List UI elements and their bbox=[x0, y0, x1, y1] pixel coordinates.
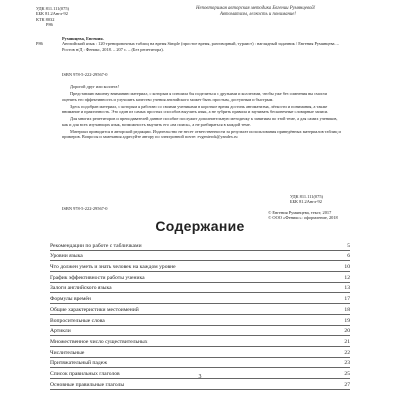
slogan bbox=[196, 6, 315, 18]
toc-entry-label: График эффективности работы ученика bbox=[50, 274, 145, 281]
toc-entry-page: 13 bbox=[344, 285, 350, 292]
biblio-author: Румянцева, Евгения. bbox=[62, 36, 104, 41]
toc-entry[interactable] bbox=[50, 358, 350, 369]
isbn-bottom: ISBN 978-5-222-29567-0 bbox=[62, 206, 108, 211]
preface-greeting: Дорогой друг или коллега! bbox=[70, 84, 119, 89]
toc-entry-page: 6 bbox=[347, 253, 350, 260]
toc-entry-label: Залоги английского языка bbox=[50, 285, 112, 292]
toc-entry-page: 23 bbox=[344, 360, 350, 367]
toc-entry-label: Множественное число существительных bbox=[50, 338, 148, 345]
toc-entry-page: 22 bbox=[344, 349, 350, 356]
toc-entry-label: Что должен уметь и знать человек на каждом уровне bbox=[50, 264, 176, 271]
toc-entry[interactable] bbox=[50, 326, 350, 337]
copyright-line-2: © ООО «Феникс»: оформление, 2018 bbox=[268, 215, 338, 221]
toc-entry[interactable] bbox=[50, 272, 350, 283]
toc-entry-page: 19 bbox=[344, 317, 350, 324]
preface-paragraph-2: Здесь подобран материал, с которым я работаю со своими учениками в короткое время достичь автоматизма, лёгкости и понимания, а также внимание и практичность. Это один из самых простых способов выучить язык, а не зубрить правила и заучивать бесконечные словарные записи. bbox=[62, 103, 329, 115]
toc-entry-label: Формулы времён bbox=[50, 296, 91, 303]
toc-entry-page: 25 bbox=[344, 370, 350, 377]
classification-codes-right bbox=[290, 194, 323, 205]
bibliographic-record bbox=[36, 36, 346, 52]
preface bbox=[62, 84, 342, 142]
toc-entry-page: 18 bbox=[344, 306, 350, 313]
toc-entry[interactable] bbox=[50, 283, 350, 294]
toc-entry-label: Общие характеристики местоимений bbox=[50, 306, 139, 313]
slogan-line-1: Неповторимая авторская методика Евгении Румянцевой! bbox=[196, 6, 316, 11]
toc-entry[interactable] bbox=[50, 251, 350, 262]
toc-entry-page: 21 bbox=[344, 338, 350, 345]
toc-entry-label: Рекомендации по работе с табличками bbox=[50, 242, 142, 249]
slogan-line-2: Автоматизм, легкость и понимание! bbox=[220, 12, 297, 17]
isbn-top: ISBN 978-5-222-29567-0 bbox=[62, 72, 108, 77]
author-mark: Р86 bbox=[46, 22, 53, 28]
toc-title: Содержание bbox=[155, 218, 245, 234]
toc-entry[interactable] bbox=[50, 347, 350, 358]
toc-entry-page: 27 bbox=[344, 381, 350, 388]
toc-entry-label: Основные правильные глаголы bbox=[50, 381, 125, 388]
biblio-text: Английский язык : 120 тренировочных таблиц на время Simple (простое время, разговорный, тураист) : наглядный задачник / Евгения Румянцева. – Ростов н/Д : Феникс, 2018. – 207 с. – (Без репетитора). bbox=[62, 41, 339, 52]
classification-codes bbox=[36, 6, 69, 28]
toc-entry[interactable] bbox=[50, 240, 350, 251]
toc-entry-page: 17 bbox=[344, 296, 350, 303]
toc-entry-page: 12 bbox=[344, 274, 350, 281]
biblio-code: Р86 bbox=[36, 41, 43, 47]
preface-paragraph-4: Материал приводится в авторской редакции. Издательство не несет ответственности за результат использования приведённых материалов таблиц и примеров. Вопросы и замечания адресуйте автору по электронной почте: evgenierok@yandex.ru bbox=[62, 129, 341, 140]
udk-code: УДК 811.111(075) bbox=[36, 6, 69, 11]
bbk-code-right: ББК 81.2Англ-92 bbox=[290, 199, 322, 205]
toc-entry-page: 20 bbox=[344, 328, 350, 335]
ktk-code: КТК 8032 bbox=[36, 16, 55, 22]
toc-entry[interactable] bbox=[50, 304, 350, 315]
bbk-code: ББК 81.2Англ-92 bbox=[36, 11, 68, 17]
toc-entry-label: Вопросительные слова bbox=[50, 317, 105, 324]
preface-paragraph-1: Представляю вашему вниманию материал, с которым я спешила бы поделиться с друзьями и коллегами, чтобы уже без сомнения вы смогли оценить его эффективность и улучшить качество учения английского может быть простым, доступным и быстрым. bbox=[62, 91, 327, 102]
toc-entry[interactable] bbox=[50, 261, 350, 272]
toc-entry-page: 5 bbox=[347, 242, 350, 249]
toc-entry-label: Числительные bbox=[50, 349, 85, 356]
preface-paragraph-3: Для многих репетиторов и преподавателей данное пособие послужит дополнительную методичку к занятиям по этой теме, а для самих учеников, как и для всех изучающих язык, возможность выучить его «на поиск», а не разбираться в каждой теме. bbox=[62, 116, 338, 127]
toc-entry[interactable] bbox=[50, 336, 350, 347]
toc-entry[interactable] bbox=[50, 379, 350, 390]
toc-entry-label: Список правильных глаголов bbox=[50, 370, 120, 377]
copyright-line-1: © Евгения Румянцева, текст, 2017 bbox=[268, 210, 332, 215]
toc-entry-page: 10 bbox=[344, 264, 350, 271]
udk-code-right: УДК 811.111(075) bbox=[290, 194, 323, 199]
page-number: 3 bbox=[198, 374, 202, 380]
toc-entry[interactable] bbox=[50, 293, 350, 304]
toc-entry[interactable] bbox=[50, 315, 350, 326]
toc-entry-label: Уровни языка bbox=[50, 253, 83, 260]
table-of-contents bbox=[50, 240, 350, 390]
toc-entry-label: Притяжательный падеж bbox=[50, 360, 108, 367]
toc-entry-label: Артикли bbox=[50, 328, 71, 335]
